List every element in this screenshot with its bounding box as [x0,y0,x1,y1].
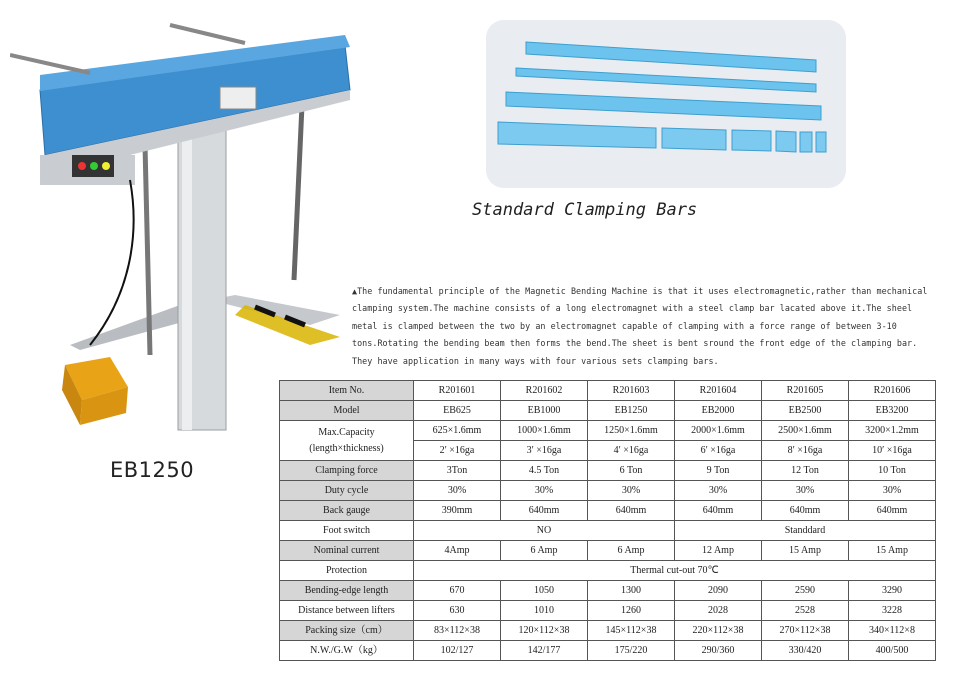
table-cell: 340×112×8 [849,621,936,641]
table-cell: 10′ ×16ga [849,441,936,461]
table-row [280,421,936,441]
table-cell: 30% [849,481,936,501]
table-cell: 640mm [675,501,762,521]
capacity-label: Max.Capacity [318,426,375,438]
row-label: Duty cycle [280,481,414,501]
table-cell: 390mm [414,501,501,521]
row-label: Back gauge [280,501,414,521]
table-cell: R201605 [762,381,849,401]
table-cell: 12 Amp [675,541,762,561]
table-row [280,621,936,641]
table-cell: 1260 [588,601,675,621]
table-cell: 3Ton [414,461,501,481]
table-cell: 4′ ×16ga [588,441,675,461]
table-cell: R201603 [588,381,675,401]
row-label: N.W./G.W（kg） [280,641,414,661]
table-cell: R201601 [414,381,501,401]
table-cell: EB1250 [588,401,675,421]
table-cell: 6 Ton [588,461,675,481]
table-cell: 1250×1.6mm [588,421,675,441]
table-cell: R201606 [849,381,936,401]
description-paragraph: ▲The fundamental principle of the Magnetic Bending Machine is that it uses electromagnetic,rather than mechanical clamping system.The machine consists of a long electromagnet with a steel clamp bar lacated above it.The sheel metal is clamped between the two by an electromagnet capable of clamping with a force range of between 3-10 tons.Rotating the bending beam then forms the bend.The sheet is bent sround the front edge of the clamping bar. They have application in many ways with four various sets clamping bars. [352,286,928,366]
row-label: Bending-edge length [280,581,414,601]
table-row [280,581,936,601]
table-cell: 30% [501,481,588,501]
table-cell: EB625 [414,401,501,421]
table-cell: Thermal cut-out 70℃ [414,561,936,581]
table-cell: 12 Ton [762,461,849,481]
table-cell: 3228 [849,601,936,621]
table-cell: R201602 [501,381,588,401]
table-cell: 83×112×38 [414,621,501,641]
table-cell: Standdard [675,521,936,541]
table-cell: 142/177 [501,641,588,661]
table-row [280,501,936,521]
table-cell: 4.5 Ton [501,461,588,481]
table-cell: 1000×1.6mm [501,421,588,441]
table-cell: 145×112×38 [588,621,675,641]
table-row [280,561,936,581]
table-row [280,641,936,661]
table-cell: 2590 [762,581,849,601]
table-cell: EB1000 [501,401,588,421]
table-cell: 8′ ×16ga [762,441,849,461]
table-cell: 270×112×38 [762,621,849,641]
model-caption: EB1250 [110,458,195,482]
table-cell: 6 Amp [588,541,675,561]
table-cell: 2500×1.6mm [762,421,849,441]
table-cell: 220×112×38 [675,621,762,641]
table-cell: 3′ ×16ga [501,441,588,461]
table-row [280,381,936,401]
table-row [280,601,936,621]
table-cell: 640mm [849,501,936,521]
row-label: Nominal current [280,541,414,561]
table-cell: EB2000 [675,401,762,421]
row-label: Foot switch [280,521,414,541]
capacity-sublabel: (length×thickness) [309,442,384,454]
row-label: Model [280,401,414,421]
table-cell: 1010 [501,601,588,621]
table-row [280,461,936,481]
table-cell: 2028 [675,601,762,621]
table-row [280,521,936,541]
table-cell: EB3200 [849,401,936,421]
table-cell: 9 Ton [675,461,762,481]
table-cell: 2090 [675,581,762,601]
table-cell: 400/500 [849,641,936,661]
row-label: Distance between lifters [280,601,414,621]
table-cell: 15 Amp [849,541,936,561]
table-cell: 102/127 [414,641,501,661]
table-cell: 630 [414,601,501,621]
table-cell: 15 Amp [762,541,849,561]
table-cell: 640mm [501,501,588,521]
table-cell: 625×1.6mm [414,421,501,441]
table-cell: 1050 [501,581,588,601]
table-cell: 30% [675,481,762,501]
table-row [280,541,936,561]
row-label: Packing size（cm） [280,621,414,641]
table-cell: 175/220 [588,641,675,661]
table-cell: 30% [414,481,501,501]
spec-table [279,380,936,661]
table-cell: 10 Ton [849,461,936,481]
table-cell: 2000×1.6mm [675,421,762,441]
table-cell: 3200×1.2mm [849,421,936,441]
table-cell: 30% [762,481,849,501]
table-cell: 290/360 [675,641,762,661]
table-cell: 2′ ×16ga [414,441,501,461]
machine-photo [10,15,360,435]
clamping-bars-caption: Standard Clamping Bars [472,200,698,220]
table-cell: 670 [414,581,501,601]
clamping-bars-photo [486,20,846,188]
table-cell: 6′ ×16ga [675,441,762,461]
table-cell: 640mm [762,501,849,521]
table-cell: 640mm [588,501,675,521]
table-cell: EB2500 [762,401,849,421]
row-label-capacity [280,421,414,461]
row-label: Protection [280,561,414,581]
table-cell: R201604 [675,381,762,401]
table-cell: 6 Amp [501,541,588,561]
table-cell: 2528 [762,601,849,621]
row-label: Clamping force [280,461,414,481]
table-cell: 1300 [588,581,675,601]
table-cell: NO [414,521,675,541]
table-cell: 3290 [849,581,936,601]
table-row [280,481,936,501]
row-label: Item No. [280,381,414,401]
table-row [280,401,936,421]
table-cell: 30% [588,481,675,501]
table-cell: 330/420 [762,641,849,661]
table-cell: 120×112×38 [501,621,588,641]
table-cell: 4Amp [414,541,501,561]
